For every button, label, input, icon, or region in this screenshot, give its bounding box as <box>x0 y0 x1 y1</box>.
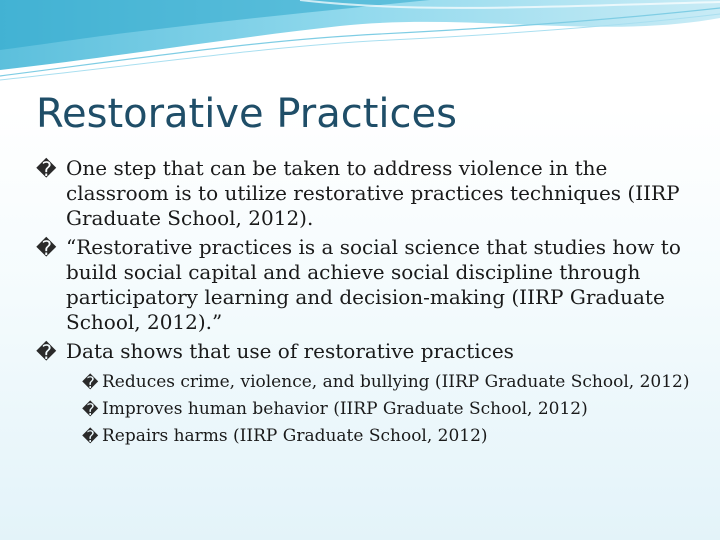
sub-bullet-item <box>82 372 700 393</box>
bullet-marker-icon: � <box>36 340 57 364</box>
slide-body <box>36 156 700 453</box>
sub-bullet-text: Improves human behavior (IIRP Graduate School, 2012) <box>102 399 588 419</box>
sub-bullet-item <box>82 399 700 420</box>
sub-bullet-marker-icon: � <box>82 373 99 392</box>
bullet-text: “Restorative practices is a social science that studies how to build social capital and achieve social discipline through participatory learning and decision-making (IIRP Graduate School, 2012).” <box>66 235 681 334</box>
sub-bullet-text: Reduces crime, violence, and bullying (IIRP Graduate School, 2012) <box>102 372 690 392</box>
sub-bullet-marker-icon: � <box>82 427 99 446</box>
sub-bullet-item <box>82 426 700 447</box>
bullet-item <box>36 156 700 231</box>
slide-title: Restorative Practices <box>36 91 457 137</box>
bullet-marker-icon: � <box>36 157 57 181</box>
bullet-item <box>36 339 700 364</box>
bullet-text: Data shows that use of restorative practices <box>66 339 514 363</box>
sub-bullet-text: Repairs harms (IIRP Graduate School, 2012) <box>102 426 488 446</box>
bullet-marker-icon: � <box>36 236 57 260</box>
bullet-text: One step that can be taken to address violence in the classroom is to utilize restorative practices techniques (IIRP Graduate School, 2012). <box>66 156 680 230</box>
bullet-item <box>36 235 700 335</box>
header-wave-decoration <box>0 0 720 90</box>
sub-bullet-list <box>36 372 700 447</box>
sub-bullet-marker-icon: � <box>82 400 99 419</box>
